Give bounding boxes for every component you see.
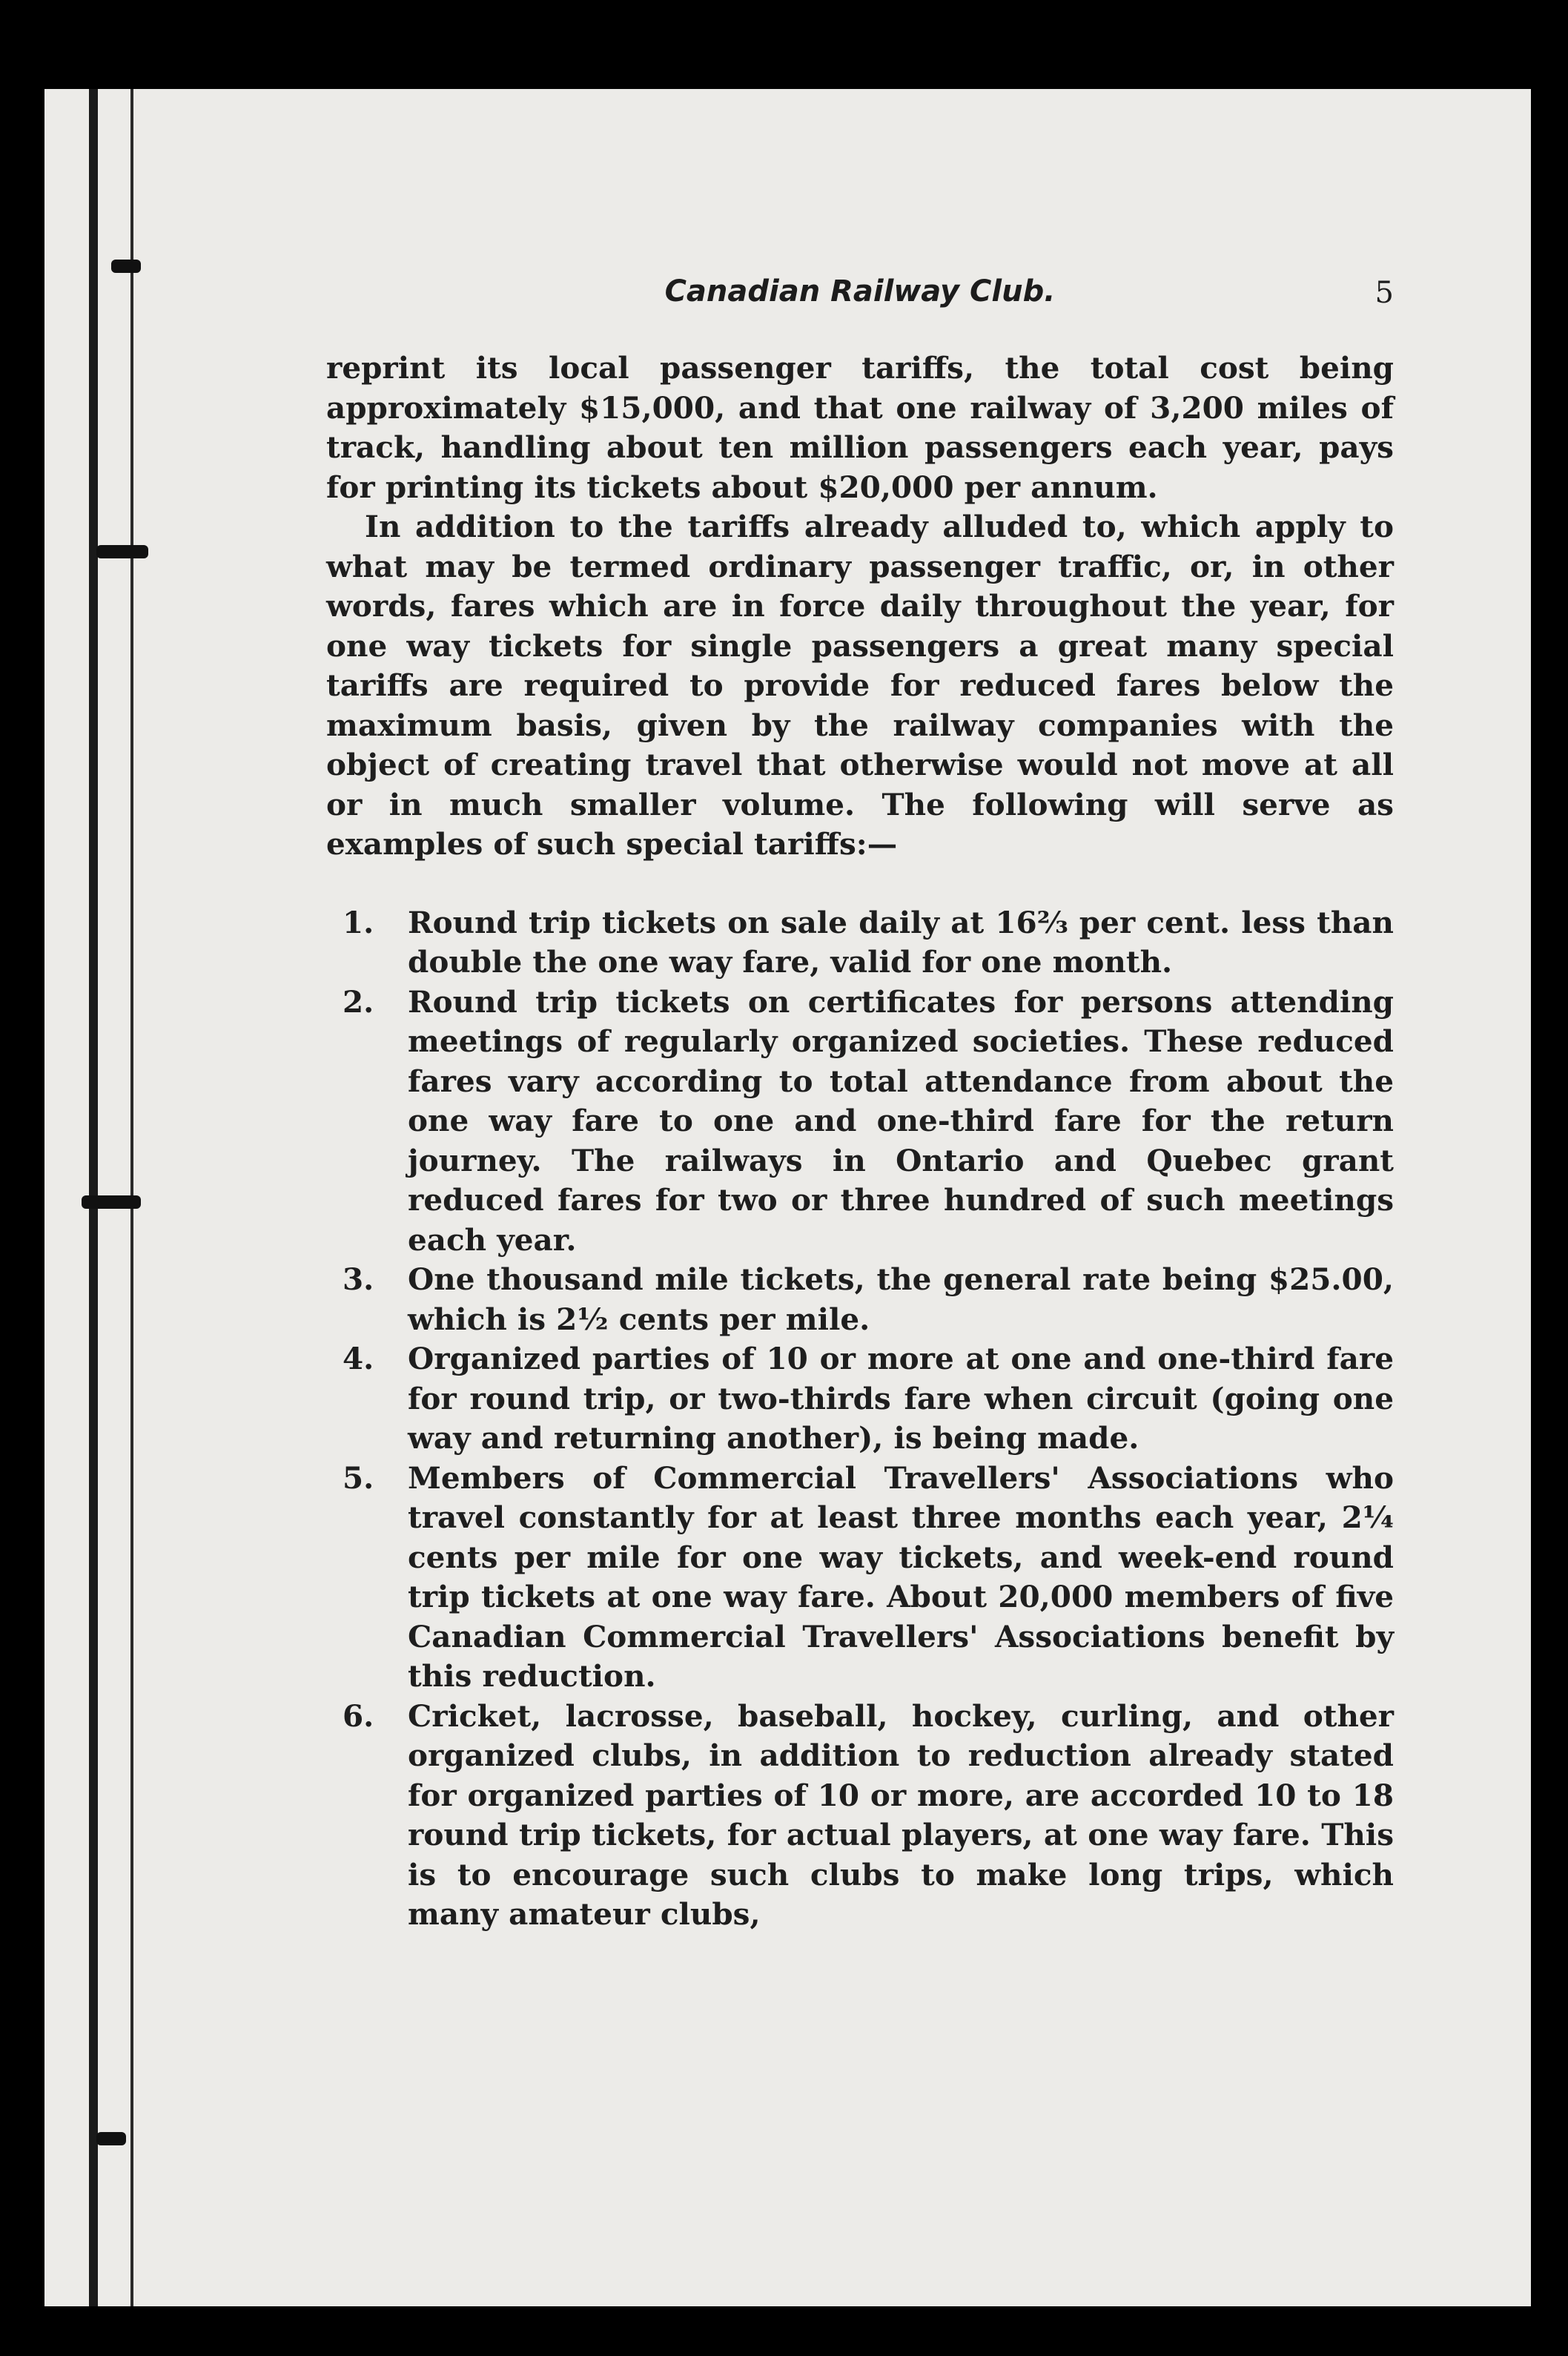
list-item <box>326 1697 1394 1935</box>
list-number: 2. <box>343 983 374 1020</box>
margin-mark <box>96 2132 126 2145</box>
list-text: Round trip tickets on certificates for persons attending meetings of regularly organized societies. These reduced fares vary according to total attendance from about the one way fare to one and one-third fare for the return journey. The railways in Ontario and Quebec grant reduced fares for two or three hundred of such meetings each year. <box>408 983 1394 1258</box>
margin-mark <box>82 1195 141 1209</box>
list-number: 1. <box>343 904 374 940</box>
list-text: Members of Commercial Travellers' Associations who travel constantly for at least three months each year, 2¼ cents per mile for one way tickets, and week-end round trip tickets at one way fare. About 20,000 members of five Canadian Commercial Travellers' Associations benefit by this reduction. <box>408 1459 1394 1694</box>
list-item <box>326 1339 1394 1459</box>
list-text: Organized parties of 10 or more at one and one-third fare for round trip, or two-thirds fare when circuit (going one way and returning another), is being made. <box>408 1341 1394 1456</box>
margin-mark <box>96 545 148 558</box>
page-header <box>326 274 1394 319</box>
page-number: 5 <box>1375 276 1394 310</box>
paragraph: In addition to the tariffs already alluded to, which apply to what may be termed ordinary passenger traffic, or, in other words, fares which are in force daily throughout the year, for one way tickets for single passengers a great many special tariffs are required to provide for reduced fares below the maximum basis, given by the railway companies with the object of creating travel that otherwise would not move at all or in much smaller volume. The following will serve as examples of such special tariffs:— <box>326 509 1394 862</box>
running-title: Canadian Railway Club. <box>664 274 1056 308</box>
list-number: 4. <box>343 1341 374 1376</box>
page-body <box>326 349 1394 1935</box>
tariff-list <box>326 903 1394 1935</box>
list-number: 6. <box>343 1697 374 1734</box>
list-number: 5. <box>343 1459 374 1496</box>
list-number: 3. <box>343 1261 374 1297</box>
margin-mark <box>111 260 141 273</box>
paragraph: reprint its local passenger tariffs, the total cost being approximately $15,000, and that one railway of 3,200 miles of track, handling about ten million passengers each year, pays for printing its tickets about $20,000 per annum. <box>326 350 1394 505</box>
list-text: Cricket, lacrosse, baseball, hockey, curling, and other organized clubs, in addition to reduction already stated for organized parties of 10 or more, are accorded 10 to 18 round trip tickets, for actual players, at one way fare. This is to encourage such clubs to make long trips, which many amateur clubs, <box>408 1697 1394 1932</box>
list-text: Round trip tickets on sale daily at 16⅔ per cent. less than double the one way fare, valid for one month. <box>408 904 1394 980</box>
list-item <box>326 1459 1394 1697</box>
list-item <box>326 1260 1394 1339</box>
list-item <box>326 903 1394 983</box>
list-item <box>326 983 1394 1261</box>
list-text: One thousand mile tickets, the general rate being $25.00, which is 2½ cents per mile. <box>408 1261 1394 1337</box>
